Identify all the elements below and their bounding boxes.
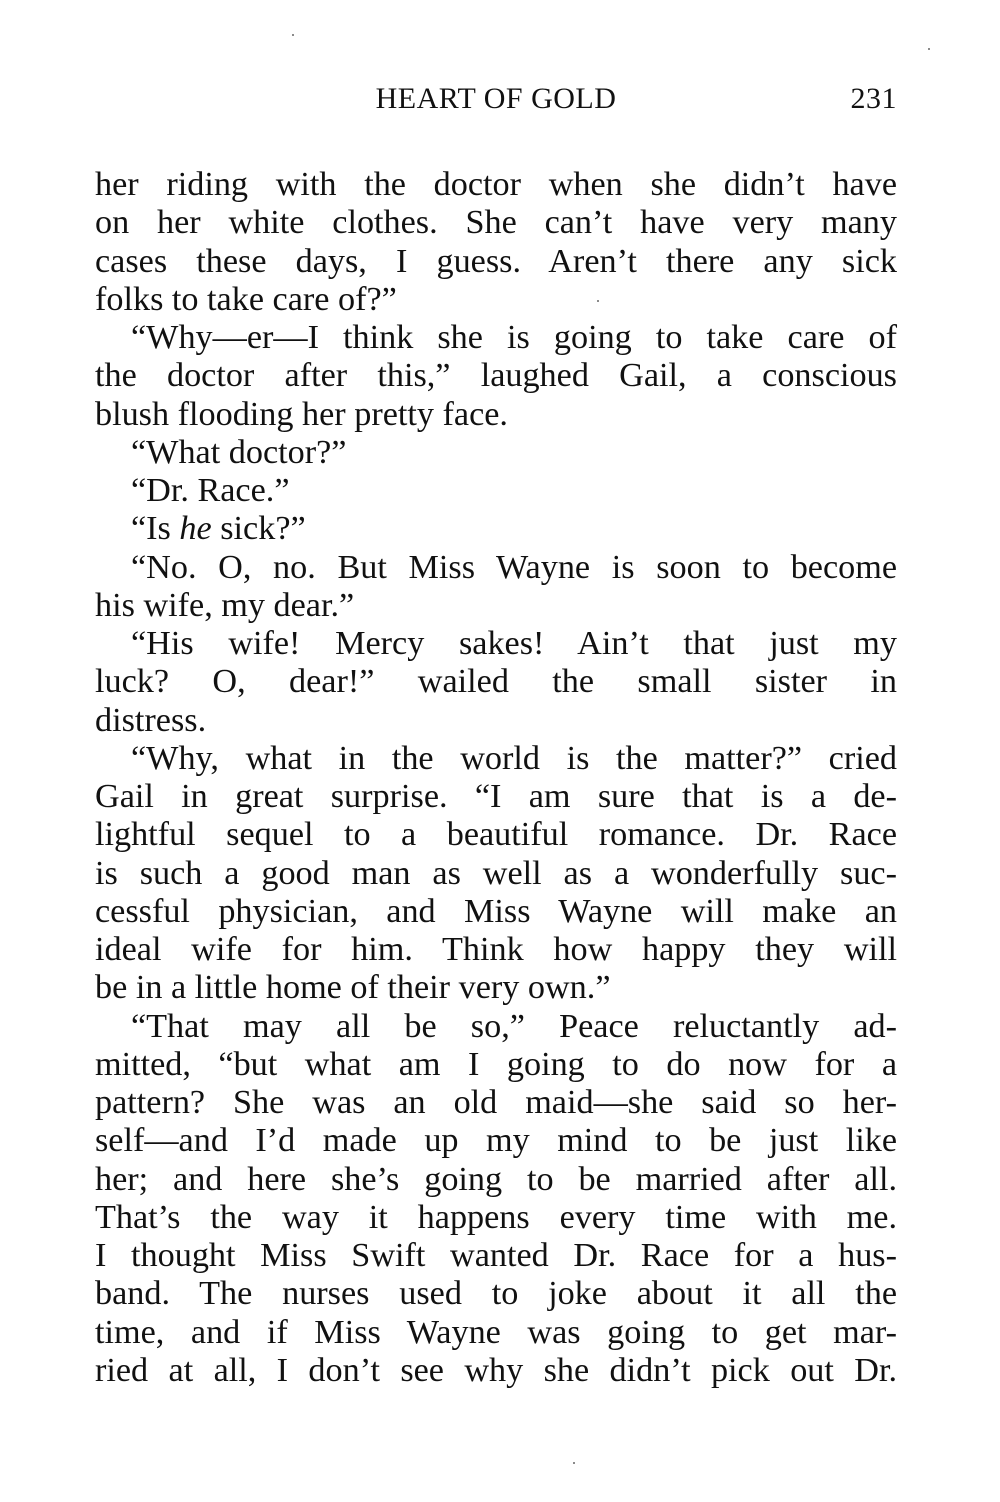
text-line: [95, 319, 897, 357]
text-run: be in a little home of their very own.”: [95, 969, 611, 1007]
text-run: blush flooding her pretty face.: [95, 395, 508, 433]
text-run: “Dr. Race.”: [131, 472, 290, 509]
text-run: “Why, what in the world is the matter?” cried: [131, 739, 897, 777]
text-run: self—and I’d made up my mind to be just like: [95, 1122, 897, 1160]
text-run: I thought Miss Swift wanted Dr. Race for a hus-: [95, 1237, 897, 1274]
text-run: “His wife! Mercy sakes! Ain’t that just my: [131, 625, 897, 662]
text-run: distress.: [95, 701, 207, 739]
text-line: [95, 855, 897, 893]
text-line: [95, 243, 897, 281]
text-line: [95, 1199, 897, 1237]
text-run: “That may all be so,” Peace reluctantly ad-: [131, 1007, 897, 1045]
text-run: is such a good man as well as a wonderfully suc-: [95, 854, 897, 892]
text-line: [95, 396, 897, 434]
text-line: [95, 1352, 897, 1390]
text-run: That’s the way it happens every time with me.: [95, 1198, 897, 1236]
page-number: 231: [850, 82, 897, 115]
text-line: [95, 166, 897, 204]
text-line: [95, 1008, 897, 1046]
text-run: time, and if Miss Wayne was going to get mar-: [95, 1313, 897, 1351]
text-line: [95, 625, 897, 663]
text-run: on her white clothes. She can’t have very many: [95, 204, 897, 242]
text-line: [95, 740, 897, 778]
body-text: [95, 166, 897, 1390]
text-line: [95, 778, 897, 816]
text-run: lightful sequel to a beautiful romance. Dr. Race: [95, 816, 897, 854]
paper-speck: [573, 1462, 575, 1464]
text-run: her riding with the doctor when she didn’t have: [95, 166, 897, 203]
italic-run: he: [179, 510, 212, 548]
text-run: cases these days, I guess. Aren’t there any sick: [95, 242, 897, 280]
text-line: [95, 1314, 897, 1352]
text-line: [95, 434, 897, 472]
page-header: [95, 82, 897, 132]
text-run: his wife, my dear.”: [95, 586, 355, 624]
text-run: her; and here she’s going to be married after all.: [95, 1160, 897, 1198]
text-run: ideal wife for him. Think how happy they will: [95, 931, 897, 968]
text-run: cessful physician, and Miss Wayne will make an: [95, 892, 897, 930]
text-line: [95, 1084, 897, 1122]
text-run: sick?”: [211, 510, 306, 548]
text-line: [95, 893, 897, 931]
text-run: mitted, “but what am I going to do now for a: [95, 1045, 897, 1083]
text-line: [95, 281, 897, 319]
text-line: [95, 472, 897, 510]
paper-speck: [597, 300, 599, 302]
page-content: [95, 82, 897, 1390]
text-line: [95, 510, 897, 548]
text-line: [95, 1046, 897, 1084]
text-line: [95, 1275, 897, 1313]
paper-speck: [292, 34, 294, 36]
text-run: Gail in great surprise. “I am sure that is a de-: [95, 778, 897, 815]
text-line: [95, 1237, 897, 1275]
text-run: “Is: [131, 510, 180, 548]
text-line: [95, 1122, 897, 1160]
text-run: band. The nurses used to joke about it all the: [95, 1275, 897, 1313]
text-line: [95, 357, 897, 395]
text-run: luck? O, dear!” wailed the small sister in: [95, 663, 897, 701]
running-head: HEART OF GOLD: [375, 82, 617, 115]
paper-speck: [928, 48, 930, 50]
text-run: “Why—er—I think she is going to take care of: [131, 319, 897, 356]
text-run: “What doctor?”: [131, 433, 347, 471]
text-line: [95, 204, 897, 242]
text-line: [95, 931, 897, 969]
text-line: [95, 969, 897, 1007]
text-line: [95, 587, 897, 625]
text-run: folks to take care of?”: [95, 280, 397, 318]
text-line: [95, 702, 897, 740]
text-line: [95, 1161, 897, 1199]
text-line: [95, 549, 897, 587]
text-run: ried at all, I don’t see why she didn’t pick out Dr.: [95, 1351, 897, 1389]
text-run: pattern? She was an old maid—she said so her-: [95, 1084, 897, 1121]
text-line: [95, 663, 897, 701]
text-line: [95, 816, 897, 854]
text-run: “No. O, no. But Miss Wayne is soon to become: [131, 548, 897, 586]
text-run: the doctor after this,” laughed Gail, a conscious: [95, 357, 897, 395]
